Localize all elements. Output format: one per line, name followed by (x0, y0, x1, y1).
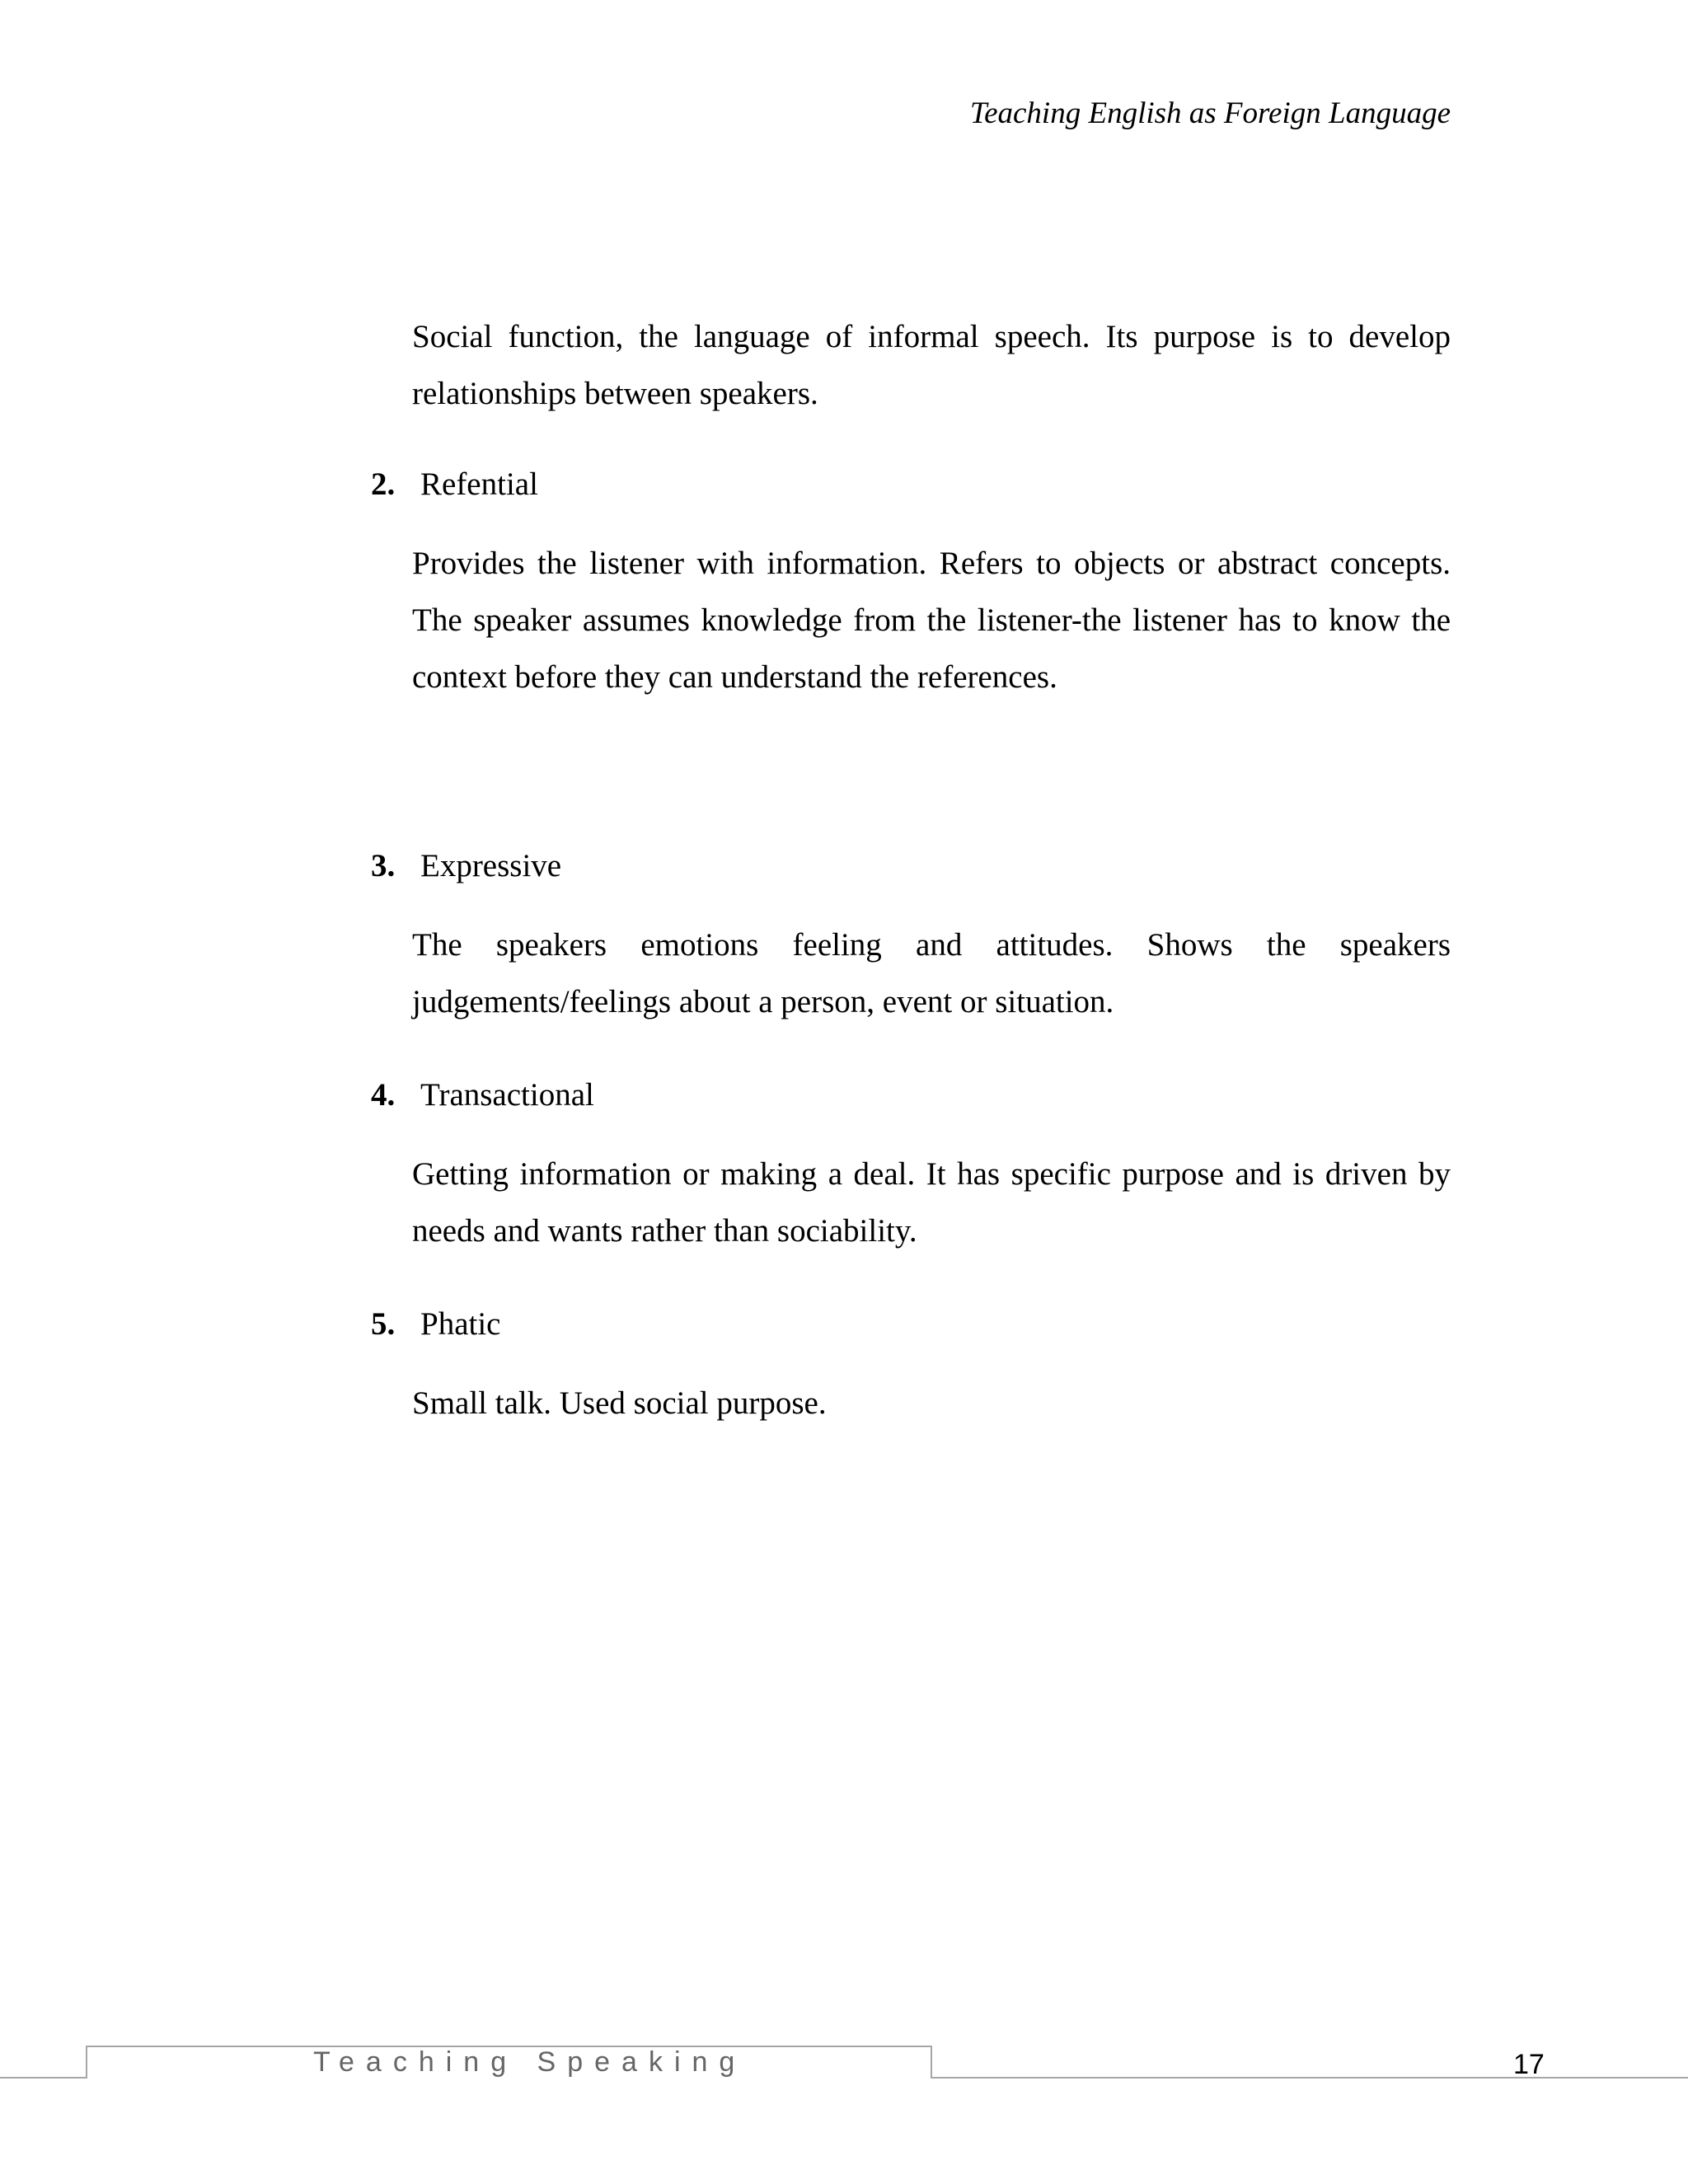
list-item-heading (371, 1305, 500, 1344)
list-item-heading (371, 1076, 594, 1115)
list-item-title: Expressive (420, 848, 562, 883)
list-item-number: 4. (371, 1077, 396, 1113)
list-item-number: 3. (371, 848, 396, 883)
list-item-title: Transactional (420, 1077, 594, 1113)
list-item-description: The speakers emotions feeling and attitudes. Shows the speakers judgements/feelings about a person, event or situation. (412, 927, 1451, 1019)
page-number: 17 (1513, 2049, 1545, 2080)
footer-tab-outline (0, 2040, 1688, 2081)
running-header: Teaching English as Foreign Language (969, 96, 1451, 130)
list-item-heading (371, 465, 538, 504)
list-item-description: Provides the listener with information. Refers to objects or abstract concepts. The speaker assumes knowledge from the listener-the listener has to know the context before they can understand the references. (412, 546, 1451, 695)
intro-paragraph: Social function, the language of informal speech. Its purpose is to develop relationships between speakers. (412, 319, 1451, 411)
list-item-heading (371, 846, 561, 886)
list-item-description: Small talk. Used social purpose. (412, 1385, 827, 1421)
list-item-title: Phatic (420, 1306, 501, 1342)
list-item-title: Refential (420, 466, 538, 502)
list-item-number: 2. (371, 466, 396, 502)
list-item-description: Getting information or making a deal. It has specific purpose and is driven by needs and wants rather than sociability. (412, 1156, 1451, 1249)
list-item-number: 5. (371, 1306, 396, 1342)
footer-title: Teaching Speaking (313, 2046, 747, 2078)
